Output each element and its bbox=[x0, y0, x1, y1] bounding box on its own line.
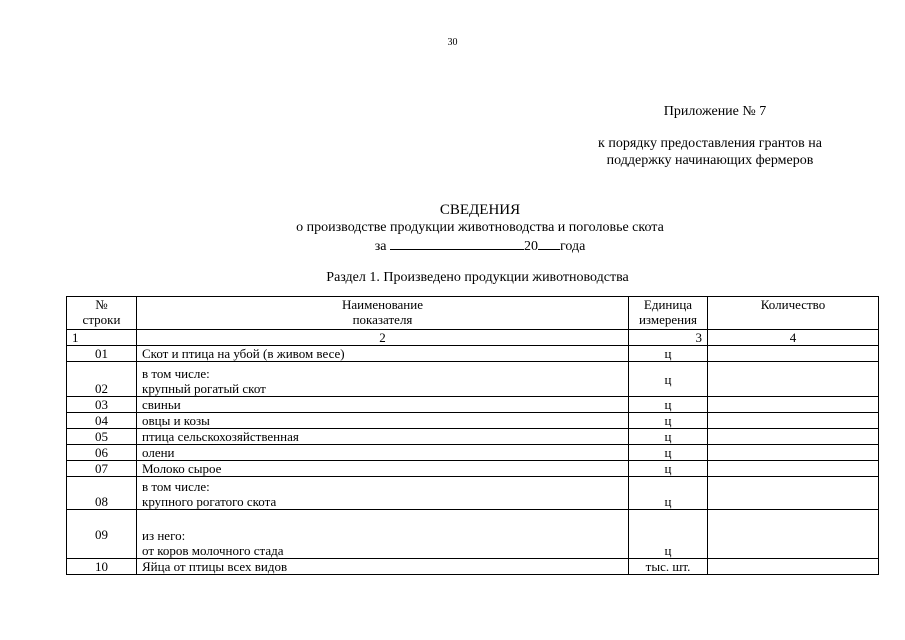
column-number: 3 bbox=[629, 330, 708, 346]
column-number: 1 bbox=[67, 330, 137, 346]
row-unit: ц bbox=[629, 362, 708, 397]
table-row bbox=[67, 559, 879, 575]
row-number: 01 bbox=[67, 346, 137, 362]
row-name: овцы и козы bbox=[137, 413, 629, 429]
row-quantity bbox=[708, 510, 879, 559]
document-title: СВЕДЕНИЯ bbox=[439, 202, 521, 218]
column-numbers-row bbox=[67, 330, 879, 346]
appendix-title: Приложение № 7 bbox=[663, 104, 767, 119]
row-unit: ц bbox=[629, 461, 708, 477]
period-blank-line bbox=[390, 236, 524, 250]
row-name: свиньи bbox=[137, 397, 629, 413]
row-quantity bbox=[708, 413, 879, 429]
table-row bbox=[67, 362, 879, 397]
year-blank-line bbox=[538, 236, 560, 250]
row-name: Скот и птица на убой (в живом весе) bbox=[137, 346, 629, 362]
row-quantity bbox=[708, 461, 879, 477]
row-unit: ц bbox=[629, 477, 708, 510]
row-name: Яйца от птицы всех видов bbox=[137, 559, 629, 575]
header-indicator-name: Наименование показателя bbox=[137, 297, 629, 330]
table-row bbox=[67, 397, 879, 413]
production-table bbox=[66, 296, 879, 575]
header-row-number: № строки bbox=[67, 297, 137, 330]
row-number: 09 bbox=[67, 510, 137, 559]
row-quantity bbox=[708, 477, 879, 510]
table-header-row bbox=[67, 297, 879, 330]
row-name: олени bbox=[137, 445, 629, 461]
document-header bbox=[180, 202, 780, 255]
row-unit: ц bbox=[629, 510, 708, 559]
row-number: 07 bbox=[67, 461, 137, 477]
row-quantity bbox=[708, 559, 879, 575]
row-quantity bbox=[708, 362, 879, 397]
document-subtitle: о производстве продукции животноводства и поголовье скота bbox=[296, 220, 664, 235]
row-name: в том числе: крупного рогатого скота bbox=[137, 477, 629, 510]
row-unit: тыс. шт. bbox=[629, 559, 708, 575]
appendix-text: к порядку предоставления грантов на поддержку начинающих фермеров bbox=[598, 136, 822, 168]
section-title: Раздел 1. Произведено продукции животноводства bbox=[326, 270, 629, 285]
row-unit: ц bbox=[629, 413, 708, 429]
row-quantity bbox=[708, 429, 879, 445]
row-number: 06 bbox=[67, 445, 137, 461]
row-number: 04 bbox=[67, 413, 137, 429]
header-quantity: Количество bbox=[708, 297, 879, 330]
row-number: 05 bbox=[67, 429, 137, 445]
period-prefix: за bbox=[374, 239, 387, 254]
row-unit: ц bbox=[629, 429, 708, 445]
reporting-period bbox=[180, 236, 780, 255]
row-quantity bbox=[708, 445, 879, 461]
row-unit: ц bbox=[629, 397, 708, 413]
table-row bbox=[67, 429, 879, 445]
row-quantity bbox=[708, 346, 879, 362]
column-number: 4 bbox=[708, 330, 879, 346]
row-number: 03 bbox=[67, 397, 137, 413]
row-number: 02 bbox=[67, 362, 137, 397]
table-row bbox=[67, 477, 879, 510]
row-number: 10 bbox=[67, 559, 137, 575]
row-unit: ц bbox=[629, 445, 708, 461]
row-name: Молоко сырое bbox=[137, 461, 629, 477]
table-row bbox=[67, 445, 879, 461]
page-number: 30 bbox=[447, 37, 458, 48]
table-row bbox=[67, 461, 879, 477]
year-prefix: 20 bbox=[523, 239, 538, 254]
column-number: 2 bbox=[137, 330, 629, 346]
table-row bbox=[67, 346, 879, 362]
row-unit: ц bbox=[629, 346, 708, 362]
row-name: из него: от коров молочного стада bbox=[137, 510, 629, 559]
table-row bbox=[67, 413, 879, 429]
row-name: в том числе: крупный рогатый скот bbox=[137, 362, 629, 397]
header-unit: Единица измерения bbox=[629, 297, 708, 330]
table-row bbox=[67, 510, 879, 559]
row-number: 08 bbox=[67, 477, 137, 510]
year-suffix: года bbox=[559, 239, 586, 254]
row-name: птица сельскохозяйственная bbox=[137, 429, 629, 445]
row-quantity bbox=[708, 397, 879, 413]
